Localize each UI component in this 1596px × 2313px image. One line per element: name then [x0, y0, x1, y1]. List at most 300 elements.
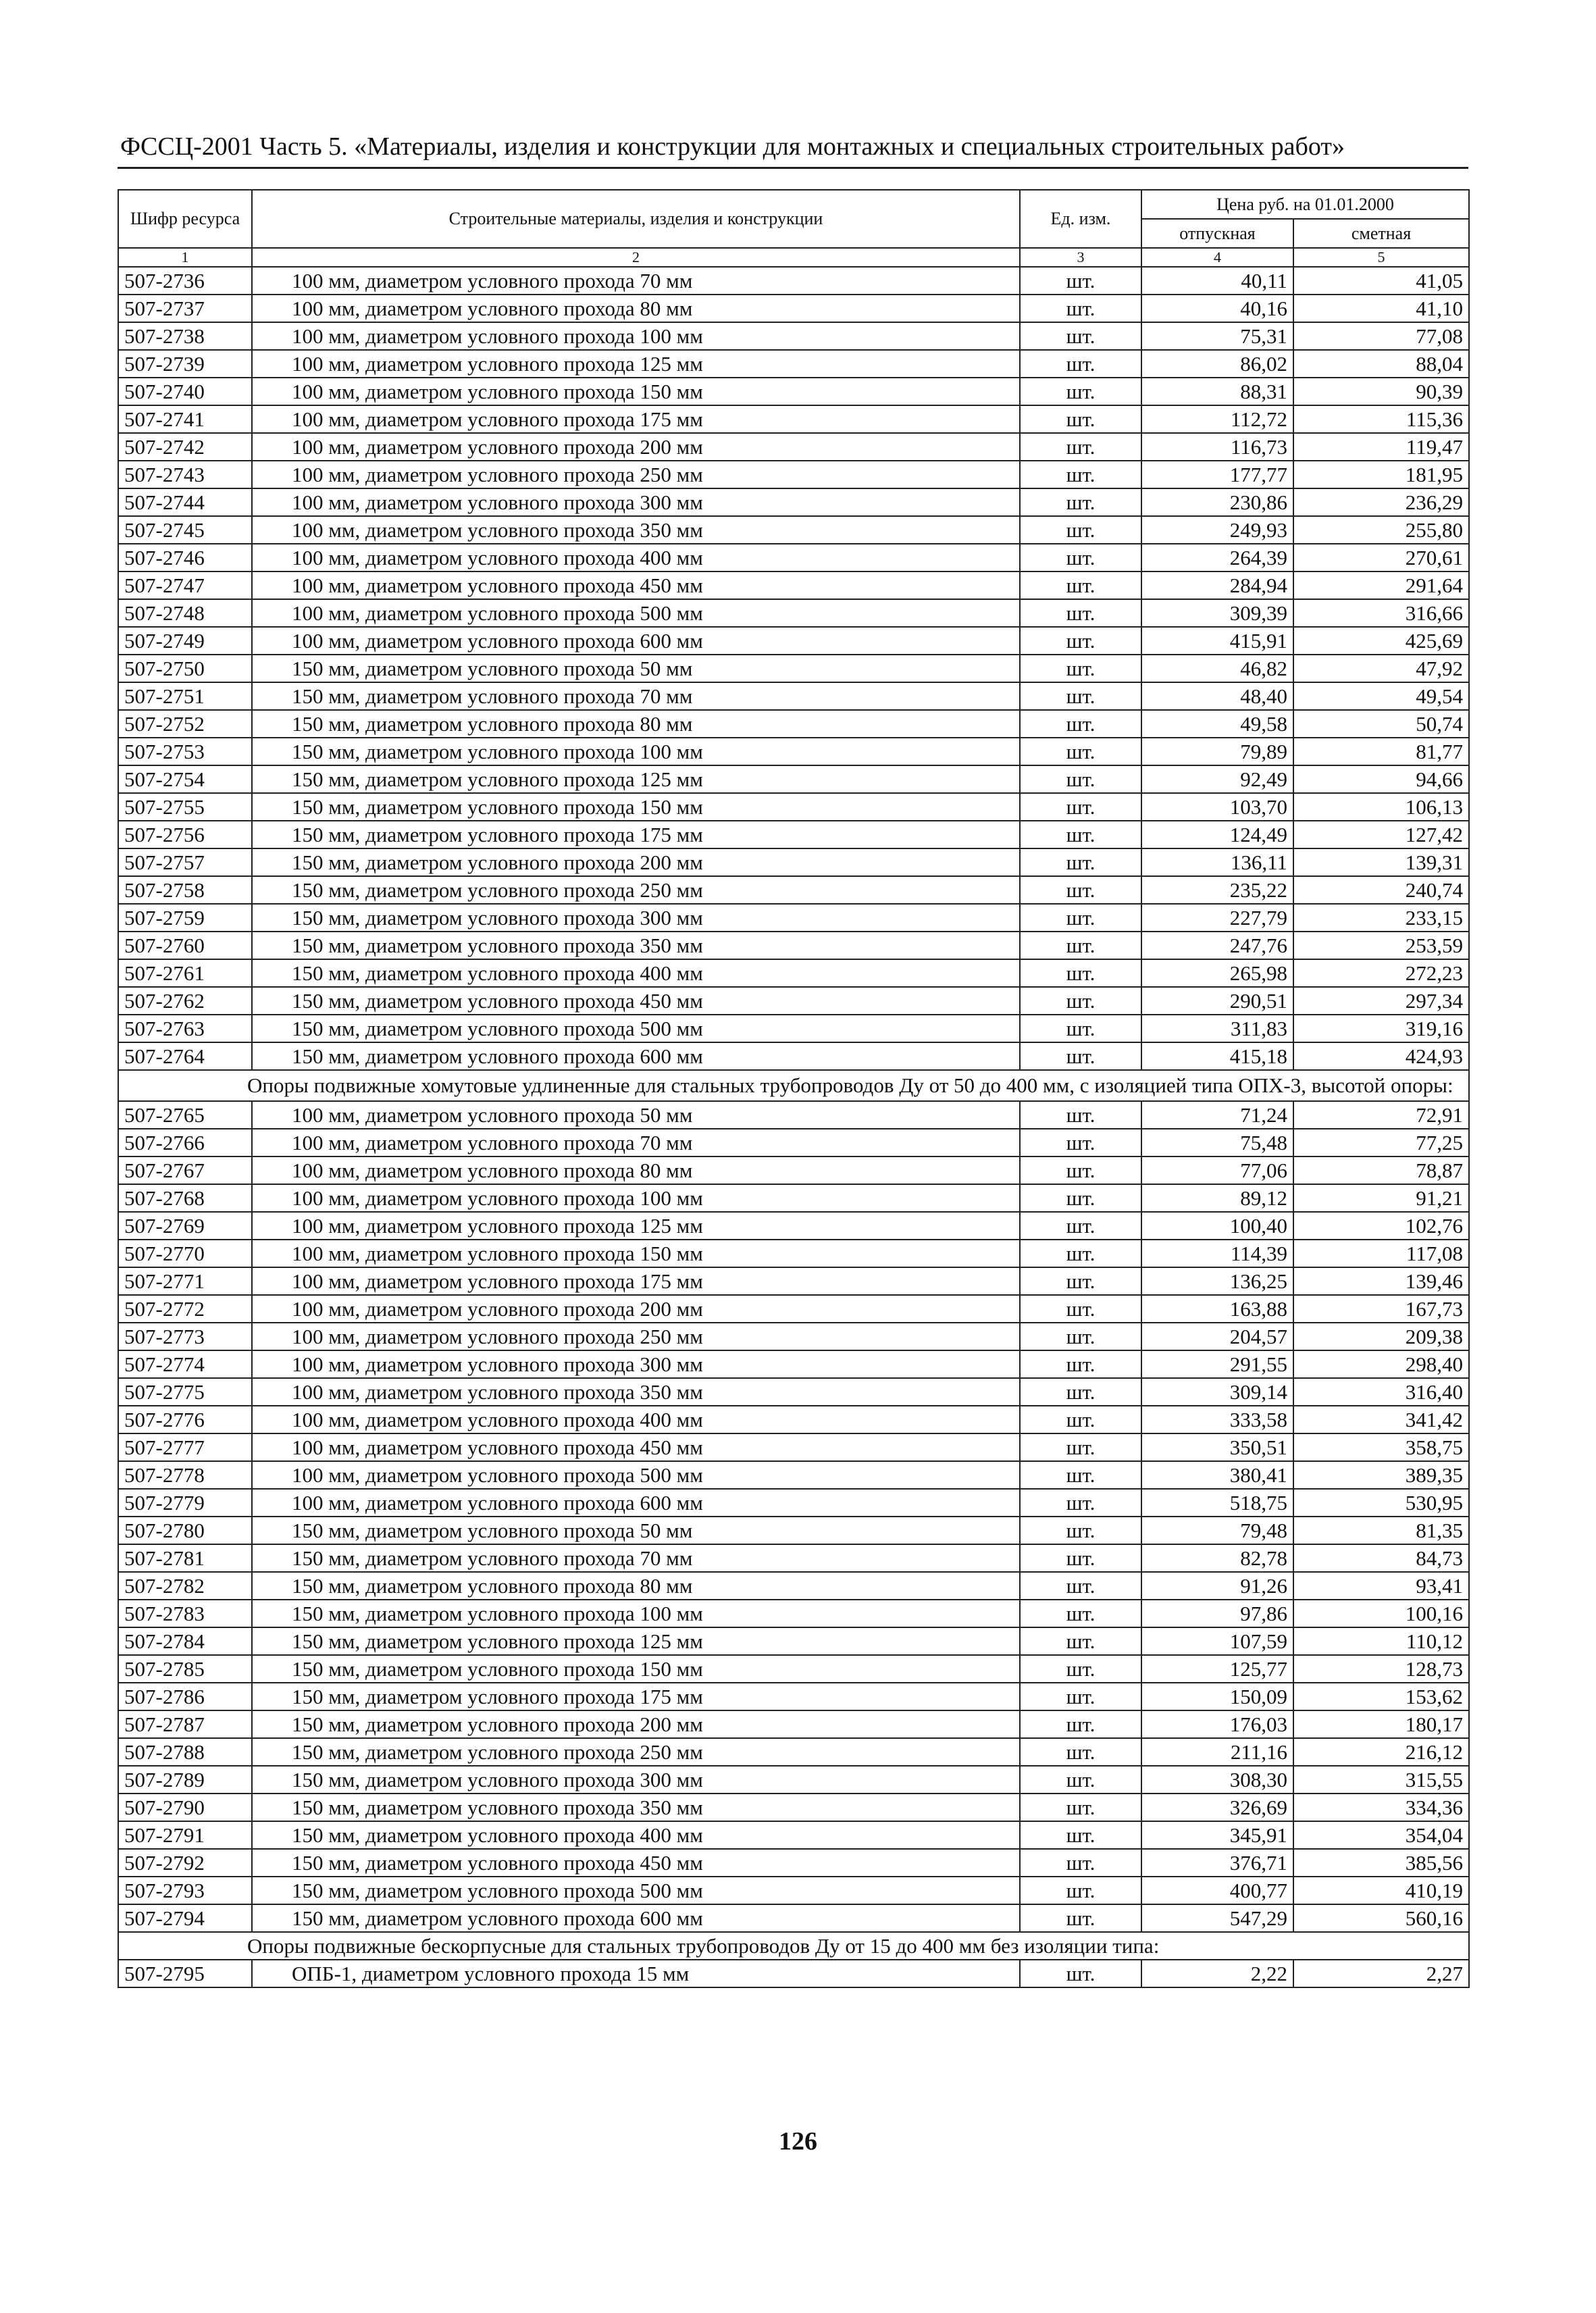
row-name: 150 мм, диаметром условного прохода 400 мм [252, 959, 1020, 987]
table-row [118, 1433, 1469, 1461]
row-estimate-price: 167,73 [1293, 1295, 1469, 1323]
row-unit: шт. [1020, 876, 1141, 904]
row-unit: шт. [1020, 1433, 1141, 1461]
table-row [118, 1600, 1469, 1627]
row-estimate-price: 128,73 [1293, 1655, 1469, 1683]
row-release-price: 227,79 [1141, 904, 1293, 932]
row-estimate-price: 93,41 [1293, 1572, 1469, 1600]
row-unit: шт. [1020, 378, 1141, 405]
row-release-price: 49,58 [1141, 710, 1293, 738]
row-name: 150 мм, диаметром условного прохода 450 мм [252, 987, 1020, 1015]
row-code: 507-2743 [118, 461, 252, 488]
row-name: 150 мм, диаметром условного прохода 70 мм [252, 682, 1020, 710]
table-row [118, 1295, 1469, 1323]
row-unit: шт. [1020, 461, 1141, 488]
row-name: 100 мм, диаметром условного прохода 80 мм [252, 1156, 1020, 1184]
row-unit: шт. [1020, 1101, 1141, 1129]
column-number: 4 [1141, 248, 1293, 267]
row-unit: шт. [1020, 1406, 1141, 1433]
row-estimate-price: 180,17 [1293, 1710, 1469, 1738]
row-unit: шт. [1020, 959, 1141, 987]
row-unit: шт. [1020, 433, 1141, 461]
table-row [118, 1766, 1469, 1794]
table-row [118, 544, 1469, 571]
row-estimate-price: 49,54 [1293, 682, 1469, 710]
row-unit: шт. [1020, 904, 1141, 932]
row-estimate-price: 272,23 [1293, 959, 1469, 987]
row-release-price: 124,49 [1141, 821, 1293, 848]
header-name: Строительные материалы, изделия и конструкции [252, 190, 1020, 248]
row-unit: шт. [1020, 322, 1141, 350]
row-estimate-price: 319,16 [1293, 1015, 1469, 1042]
row-unit: шт. [1020, 267, 1141, 295]
row-code: 507-2742 [118, 433, 252, 461]
row-name: 100 мм, диаметром условного прохода 50 мм [252, 1101, 1020, 1129]
row-estimate-price: 77,25 [1293, 1129, 1469, 1156]
row-name: 100 мм, диаметром условного прохода 125 мм [252, 1212, 1020, 1240]
row-release-price: 100,40 [1141, 1212, 1293, 1240]
row-release-price: 547,29 [1141, 1904, 1293, 1932]
row-name: 100 мм, диаметром условного прохода 350 мм [252, 1378, 1020, 1406]
row-unit: шт. [1020, 1821, 1141, 1849]
row-unit: шт. [1020, 655, 1141, 682]
row-name: 150 мм, диаметром условного прохода 200 мм [252, 1710, 1020, 1738]
column-number: 3 [1020, 248, 1141, 267]
table-row [118, 932, 1469, 959]
table-row [118, 1960, 1469, 1987]
row-release-price: 518,75 [1141, 1489, 1293, 1517]
row-release-price: 71,24 [1141, 1101, 1293, 1129]
row-unit: шт. [1020, 1156, 1141, 1184]
row-name: 100 мм, диаметром условного прохода 200 мм [252, 433, 1020, 461]
row-code: 507-2754 [118, 765, 252, 793]
table-row [118, 516, 1469, 544]
row-unit: шт. [1020, 738, 1141, 765]
row-release-price: 114,39 [1141, 1240, 1293, 1267]
row-release-price: 136,11 [1141, 848, 1293, 876]
row-code: 507-2778 [118, 1461, 252, 1489]
row-name: 150 мм, диаметром условного прохода 125 мм [252, 765, 1020, 793]
row-unit: шт. [1020, 932, 1141, 959]
row-name: 150 мм, диаметром условного прохода 250 мм [252, 1738, 1020, 1766]
row-name: 150 мм, диаметром условного прохода 300 мм [252, 1766, 1020, 1794]
row-code: 507-2766 [118, 1129, 252, 1156]
table-row [118, 655, 1469, 682]
row-code: 507-2791 [118, 1821, 252, 1849]
row-estimate-price: 291,64 [1293, 571, 1469, 599]
table-row [118, 1572, 1469, 1600]
row-code: 507-2767 [118, 1156, 252, 1184]
row-estimate-price: 102,76 [1293, 1212, 1469, 1240]
row-release-price: 75,31 [1141, 322, 1293, 350]
row-code: 507-2777 [118, 1433, 252, 1461]
row-estimate-price: 240,74 [1293, 876, 1469, 904]
row-estimate-price: 216,12 [1293, 1738, 1469, 1766]
row-name: 100 мм, диаметром условного прохода 150 мм [252, 378, 1020, 405]
table-row [118, 1267, 1469, 1295]
row-estimate-price: 100,16 [1293, 1600, 1469, 1627]
row-code: 507-2757 [118, 848, 252, 876]
row-estimate-price: 354,04 [1293, 1821, 1469, 1849]
page-number: 126 [779, 2127, 817, 2156]
table-row [118, 461, 1469, 488]
row-name: 150 мм, диаметром условного прохода 50 мм [252, 1517, 1020, 1544]
table-row [118, 1015, 1469, 1042]
header-price-group: Цена руб. на 01.01.2000 [1141, 190, 1469, 219]
row-name: 100 мм, диаметром условного прохода 70 мм [252, 267, 1020, 295]
row-release-price: 40,16 [1141, 295, 1293, 322]
table-row [118, 433, 1469, 461]
row-code: 507-2741 [118, 405, 252, 433]
row-name: 100 мм, диаметром условного прохода 300 мм [252, 488, 1020, 516]
row-code: 507-2769 [118, 1212, 252, 1240]
row-unit: шт. [1020, 682, 1141, 710]
row-release-price: 247,76 [1141, 932, 1293, 959]
row-code: 507-2747 [118, 571, 252, 599]
row-name: 150 мм, диаметром условного прохода 300 мм [252, 904, 1020, 932]
table-row [118, 682, 1469, 710]
row-unit: шт. [1020, 1904, 1141, 1932]
row-name: 150 мм, диаметром условного прохода 600 мм [252, 1042, 1020, 1070]
table-row [118, 1683, 1469, 1710]
row-name: 100 мм, диаметром условного прохода 125 мм [252, 350, 1020, 378]
row-release-price: 345,91 [1141, 1821, 1293, 1849]
row-code: 507-2748 [118, 599, 252, 627]
row-unit: шт. [1020, 295, 1141, 322]
table-row [118, 959, 1469, 987]
table-row [118, 405, 1469, 433]
row-name: 100 мм, диаметром условного прохода 450 мм [252, 1433, 1020, 1461]
row-code: 507-2774 [118, 1350, 252, 1378]
row-code: 507-2770 [118, 1240, 252, 1267]
row-release-price: 380,41 [1141, 1461, 1293, 1489]
table-row [118, 1655, 1469, 1683]
header-release: отпускная [1141, 219, 1293, 248]
table-row [118, 322, 1469, 350]
row-unit: шт. [1020, 1184, 1141, 1212]
row-estimate-price: 41,10 [1293, 295, 1469, 322]
row-name: 150 мм, диаметром условного прохода 250 мм [252, 876, 1020, 904]
table-header-row [118, 190, 1469, 219]
row-code: 507-2792 [118, 1849, 252, 1877]
row-code: 507-2762 [118, 987, 252, 1015]
row-code: 507-2783 [118, 1600, 252, 1627]
header-rule [118, 167, 1468, 169]
table-row [118, 1877, 1469, 1904]
row-name: 100 мм, диаметром условного прохода 100 мм [252, 322, 1020, 350]
row-release-price: 89,12 [1141, 1184, 1293, 1212]
row-code: 507-2788 [118, 1738, 252, 1766]
row-code: 507-2787 [118, 1710, 252, 1738]
row-code: 507-2752 [118, 710, 252, 738]
row-code: 507-2753 [118, 738, 252, 765]
row-unit: шт. [1020, 1295, 1141, 1323]
row-code: 507-2779 [118, 1489, 252, 1517]
row-estimate-price: 72,91 [1293, 1101, 1469, 1129]
row-release-price: 48,40 [1141, 682, 1293, 710]
row-name: 150 мм, диаметром условного прохода 100 мм [252, 738, 1020, 765]
header-estimate: сметная [1293, 219, 1469, 248]
row-code: 507-2790 [118, 1794, 252, 1821]
row-unit: шт. [1020, 599, 1141, 627]
row-release-price: 400,77 [1141, 1877, 1293, 1904]
row-estimate-price: 153,62 [1293, 1683, 1469, 1710]
table-row [118, 904, 1469, 932]
row-code: 507-2737 [118, 295, 252, 322]
row-name: 150 мм, диаметром условного прохода 80 мм [252, 1572, 1020, 1600]
row-unit: шт. [1020, 1877, 1141, 1904]
row-release-price: 290,51 [1141, 987, 1293, 1015]
row-release-price: 40,11 [1141, 267, 1293, 295]
row-name: 100 мм, диаметром условного прохода 400 мм [252, 544, 1020, 571]
row-estimate-price: 389,35 [1293, 1461, 1469, 1489]
table-row [118, 1406, 1469, 1433]
table-row [118, 1240, 1469, 1267]
row-code: 507-2781 [118, 1544, 252, 1572]
table-row [118, 710, 1469, 738]
row-name: 150 мм, диаметром условного прохода 600 мм [252, 1904, 1020, 1932]
row-code: 507-2744 [118, 488, 252, 516]
row-estimate-price: 41,05 [1293, 267, 1469, 295]
row-release-price: 309,39 [1141, 599, 1293, 627]
row-release-price: 163,88 [1141, 1295, 1293, 1323]
row-name: 150 мм, диаметром условного прохода 500 мм [252, 1877, 1020, 1904]
row-unit: шт. [1020, 1517, 1141, 1544]
row-estimate-price: 233,15 [1293, 904, 1469, 932]
table-row [118, 1461, 1469, 1489]
row-code: 507-2740 [118, 378, 252, 405]
row-code: 507-2765 [118, 1101, 252, 1129]
row-code: 507-2759 [118, 904, 252, 932]
row-unit: шт. [1020, 710, 1141, 738]
row-release-price: 92,49 [1141, 765, 1293, 793]
row-release-price: 107,59 [1141, 1627, 1293, 1655]
row-unit: шт. [1020, 627, 1141, 655]
row-code: 507-2795 [118, 1960, 252, 1987]
row-estimate-price: 47,92 [1293, 655, 1469, 682]
row-release-price: 82,78 [1141, 1544, 1293, 1572]
row-name: ОПБ-1, диаметром условного прохода 15 мм [252, 1960, 1020, 1987]
table-row [118, 1794, 1469, 1821]
row-estimate-price: 341,42 [1293, 1406, 1469, 1433]
row-code: 507-2785 [118, 1655, 252, 1683]
row-name: 100 мм, диаметром условного прохода 500 мм [252, 599, 1020, 627]
column-number: 5 [1293, 248, 1469, 267]
row-estimate-price: 94,66 [1293, 765, 1469, 793]
row-code: 507-2773 [118, 1323, 252, 1350]
row-unit: шт. [1020, 1378, 1141, 1406]
row-unit: шт. [1020, 1627, 1141, 1655]
row-release-price: 79,48 [1141, 1517, 1293, 1544]
row-name: 150 мм, диаметром условного прохода 450 мм [252, 1849, 1020, 1877]
table-row [118, 1156, 1469, 1184]
table-row [118, 793, 1469, 821]
header-code: Шифр ресурса [118, 190, 252, 248]
row-estimate-price: 90,39 [1293, 378, 1469, 405]
row-estimate-price: 298,40 [1293, 1350, 1469, 1378]
row-estimate-price: 2,27 [1293, 1960, 1469, 1987]
row-name: 100 мм, диаметром условного прохода 350 мм [252, 516, 1020, 544]
row-estimate-price: 270,61 [1293, 544, 1469, 571]
row-estimate-price: 110,12 [1293, 1627, 1469, 1655]
row-code: 507-2736 [118, 267, 252, 295]
row-code: 507-2768 [118, 1184, 252, 1212]
table-row [118, 1517, 1469, 1544]
row-unit: шт. [1020, 488, 1141, 516]
row-estimate-price: 139,46 [1293, 1267, 1469, 1295]
table-row [118, 1544, 1469, 1572]
table-row [118, 1821, 1469, 1849]
table-row [118, 848, 1469, 876]
table-row [118, 876, 1469, 904]
row-release-price: 230,86 [1141, 488, 1293, 516]
section-row [118, 1932, 1469, 1960]
table-row [118, 738, 1469, 765]
table-row [118, 378, 1469, 405]
row-code: 507-2793 [118, 1877, 252, 1904]
row-name: 150 мм, диаметром условного прохода 125 мм [252, 1627, 1020, 1655]
row-name: 100 мм, диаметром условного прохода 175 мм [252, 1267, 1020, 1295]
section-title: Опоры подвижные хомутовые удлиненные для стальных трубопроводов Ду от 50 до 400 мм, с изоляцией типа ОПХ-3, высотой опоры: [118, 1070, 1469, 1101]
row-estimate-price: 139,31 [1293, 848, 1469, 876]
row-unit: шт. [1020, 1960, 1141, 1987]
table-row [118, 1627, 1469, 1655]
row-release-price: 103,70 [1141, 793, 1293, 821]
row-unit: шт. [1020, 1655, 1141, 1683]
row-unit: шт. [1020, 1015, 1141, 1042]
row-unit: шт. [1020, 350, 1141, 378]
row-estimate-price: 385,56 [1293, 1849, 1469, 1877]
row-name: 150 мм, диаметром условного прохода 200 мм [252, 848, 1020, 876]
row-unit: шт. [1020, 793, 1141, 821]
table-row [118, 1350, 1469, 1378]
row-code: 507-2749 [118, 627, 252, 655]
row-unit: шт. [1020, 821, 1141, 848]
row-release-price: 77,06 [1141, 1156, 1293, 1184]
row-release-price: 150,09 [1141, 1683, 1293, 1710]
row-code: 507-2756 [118, 821, 252, 848]
row-release-price: 116,73 [1141, 433, 1293, 461]
row-estimate-price: 410,19 [1293, 1877, 1469, 1904]
row-code: 507-2758 [118, 876, 252, 904]
row-name: 150 мм, диаметром условного прохода 350 мм [252, 1794, 1020, 1821]
row-release-price: 415,18 [1141, 1042, 1293, 1070]
row-unit: шт. [1020, 544, 1141, 571]
table-row [118, 1129, 1469, 1156]
row-name: 150 мм, диаметром условного прохода 400 мм [252, 1821, 1020, 1849]
table-row [118, 1212, 1469, 1240]
row-name: 100 мм, диаметром условного прохода 250 мм [252, 1323, 1020, 1350]
row-release-price: 97,86 [1141, 1600, 1293, 1627]
row-estimate-price: 81,77 [1293, 738, 1469, 765]
row-code: 507-2780 [118, 1517, 252, 1544]
row-name: 100 мм, диаметром условного прохода 250 мм [252, 461, 1020, 488]
table-row [118, 627, 1469, 655]
row-estimate-price: 91,21 [1293, 1184, 1469, 1212]
row-release-price: 265,98 [1141, 959, 1293, 987]
row-name: 150 мм, диаметром условного прохода 50 мм [252, 655, 1020, 682]
row-release-price: 112,72 [1141, 405, 1293, 433]
row-name: 150 мм, диаметром условного прохода 175 мм [252, 1683, 1020, 1710]
section-title: Опоры подвижные бескорпусные для стальных трубопроводов Ду от 15 до 400 мм без изоляции типа: [118, 1932, 1469, 1960]
row-unit: шт. [1020, 571, 1141, 599]
row-code: 507-2782 [118, 1572, 252, 1600]
table-row [118, 488, 1469, 516]
row-name: 150 мм, диаметром условного прохода 500 мм [252, 1015, 1020, 1042]
row-estimate-price: 425,69 [1293, 627, 1469, 655]
row-name: 100 мм, диаметром условного прохода 100 мм [252, 1184, 1020, 1212]
row-estimate-price: 253,59 [1293, 932, 1469, 959]
row-code: 507-2772 [118, 1295, 252, 1323]
row-unit: шт. [1020, 1710, 1141, 1738]
table-row [118, 1849, 1469, 1877]
table-row [118, 1101, 1469, 1129]
row-code: 507-2764 [118, 1042, 252, 1070]
row-code: 507-2789 [118, 1766, 252, 1794]
row-release-price: 91,26 [1141, 1572, 1293, 1600]
row-release-price: 211,16 [1141, 1738, 1293, 1766]
row-unit: шт. [1020, 1212, 1141, 1240]
row-code: 507-2755 [118, 793, 252, 821]
row-name: 100 мм, диаметром условного прохода 150 мм [252, 1240, 1020, 1267]
row-estimate-price: 316,40 [1293, 1378, 1469, 1406]
row-release-price: 79,89 [1141, 738, 1293, 765]
row-estimate-price: 119,47 [1293, 433, 1469, 461]
row-unit: шт. [1020, 1572, 1141, 1600]
table-row [118, 350, 1469, 378]
table-row [118, 1904, 1469, 1932]
row-name: 100 мм, диаметром условного прохода 175 мм [252, 405, 1020, 433]
row-name: 100 мм, диаметром условного прохода 200 мм [252, 1295, 1020, 1323]
row-estimate-price: 81,35 [1293, 1517, 1469, 1544]
row-estimate-price: 316,66 [1293, 599, 1469, 627]
row-unit: шт. [1020, 1461, 1141, 1489]
row-estimate-price: 530,95 [1293, 1489, 1469, 1517]
row-unit: шт. [1020, 1766, 1141, 1794]
table-row [118, 765, 1469, 793]
row-unit: шт. [1020, 1683, 1141, 1710]
table-row [118, 821, 1469, 848]
row-code: 507-2750 [118, 655, 252, 682]
row-release-price: 136,25 [1141, 1267, 1293, 1295]
row-release-price: 86,02 [1141, 350, 1293, 378]
row-name: 100 мм, диаметром условного прохода 70 мм [252, 1129, 1020, 1156]
row-code: 507-2739 [118, 350, 252, 378]
row-unit: шт. [1020, 987, 1141, 1015]
table-row [118, 1738, 1469, 1766]
page-header-title: ФССЦ-2001 Часть 5. «Материалы, изделия и конструкции для монтажных и специальных строительных работ» [120, 132, 1345, 161]
row-release-price: 176,03 [1141, 1710, 1293, 1738]
row-release-price: 350,51 [1141, 1433, 1293, 1461]
row-release-price: 264,39 [1141, 544, 1293, 571]
row-unit: шт. [1020, 1350, 1141, 1378]
row-release-price: 249,93 [1141, 516, 1293, 544]
table-row [118, 267, 1469, 295]
row-name: 150 мм, диаметром условного прохода 70 мм [252, 1544, 1020, 1572]
row-estimate-price: 560,16 [1293, 1904, 1469, 1932]
row-unit: шт. [1020, 1794, 1141, 1821]
row-code: 507-2745 [118, 516, 252, 544]
row-unit: шт. [1020, 1849, 1141, 1877]
row-unit: шт. [1020, 1738, 1141, 1766]
row-estimate-price: 255,80 [1293, 516, 1469, 544]
row-release-price: 204,57 [1141, 1323, 1293, 1350]
table-row [118, 987, 1469, 1015]
row-name: 150 мм, диаметром условного прохода 100 мм [252, 1600, 1020, 1627]
table-row [118, 1489, 1469, 1517]
table-row [118, 295, 1469, 322]
row-estimate-price: 209,38 [1293, 1323, 1469, 1350]
